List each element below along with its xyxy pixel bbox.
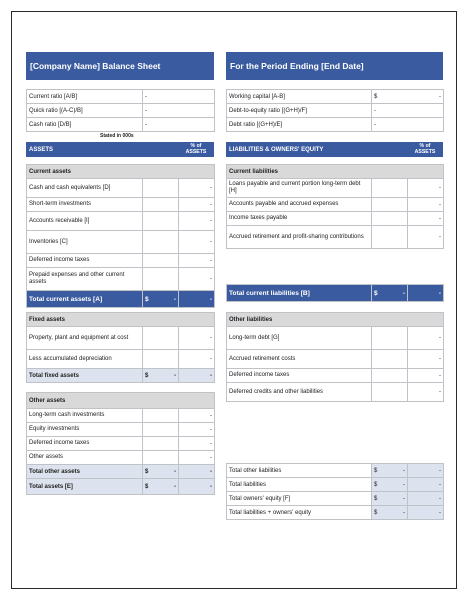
ratio-value[interactable]: - xyxy=(372,104,444,118)
amount-cell[interactable] xyxy=(143,423,179,437)
total-amount-cell[interactable] xyxy=(372,478,408,492)
period-title xyxy=(226,52,443,80)
row-value: - xyxy=(179,268,215,291)
current-assets-table xyxy=(26,164,215,308)
amount-cell[interactable] xyxy=(372,383,408,402)
ratio-label: Debt-to-equity ratio [(G+H)/F] xyxy=(227,104,372,118)
table-row xyxy=(227,464,444,478)
total-label: Total owners' equity [F] xyxy=(227,492,372,506)
row-label: Property, plant and equipment at cost xyxy=(27,327,143,350)
ratio-value: - xyxy=(439,93,441,100)
row-label: Inventories [C] xyxy=(27,231,143,254)
current-assets-title: Current assets xyxy=(27,165,215,179)
ratio-value[interactable]: - xyxy=(143,118,215,132)
row-value: - xyxy=(179,212,215,231)
row-label: Accrued retirement costs xyxy=(227,350,372,369)
total-current-assets-row xyxy=(27,291,215,308)
ratio-value[interactable]: - xyxy=(143,104,215,118)
balance-sheet-title-text: [Company Name] Balance Sheet xyxy=(30,61,161,71)
total-pct: - xyxy=(179,465,215,479)
total-label: Total liabilities xyxy=(227,478,372,492)
total-value: - xyxy=(174,468,176,475)
ratio-label: Current ratio [A/B] xyxy=(27,90,143,104)
ratio-value[interactable]: - xyxy=(372,118,444,132)
amount-cell[interactable] xyxy=(143,268,179,291)
section-title-row xyxy=(227,313,444,327)
liabilities-header-label: LIABILITIES & OWNERS' EQUITY xyxy=(229,146,324,153)
table-row xyxy=(227,369,444,383)
amount-cell[interactable] xyxy=(143,350,179,369)
fixed-assets-title: Fixed assets xyxy=(27,313,215,327)
table-row xyxy=(227,506,444,520)
section-title-row xyxy=(227,165,444,179)
table-row xyxy=(27,350,215,369)
stated-note: Stated in 000s xyxy=(100,133,134,139)
row-label: Deferred credits and other liabilities xyxy=(227,383,372,402)
dollar-sign: $ xyxy=(374,481,378,488)
table-row xyxy=(27,212,215,231)
table-row xyxy=(227,226,444,249)
row-label: Equity investments xyxy=(27,423,143,437)
total-amount-cell[interactable] xyxy=(143,479,179,495)
total-value: - xyxy=(174,372,176,379)
total-label: Total fixed assets xyxy=(27,369,143,383)
amount-cell[interactable] xyxy=(143,451,179,465)
section-title-row xyxy=(27,313,215,327)
row-value: - xyxy=(408,327,444,350)
total-pct: - xyxy=(408,506,444,520)
amount-cell[interactable] xyxy=(372,212,408,226)
dollar-sign: $ xyxy=(145,468,149,475)
table-row xyxy=(27,327,215,350)
section-title-row xyxy=(27,165,215,179)
total-pct: - xyxy=(408,464,444,478)
row-label: Other assets xyxy=(27,451,143,465)
total-current-liabilities-row xyxy=(227,285,444,302)
row-label: Accrued retirement and profit-sharing contributions xyxy=(227,226,372,249)
table-row xyxy=(227,350,444,369)
table-row xyxy=(227,327,444,350)
total-value: - xyxy=(403,467,405,474)
balance-sheet-title xyxy=(26,52,214,80)
total-label: Total current liabilities [B] xyxy=(227,285,372,302)
table-row xyxy=(27,423,215,437)
row-value: - xyxy=(179,409,215,423)
amount-cell[interactable] xyxy=(143,179,179,198)
row-label: Short-term investments xyxy=(27,198,143,212)
total-value: - xyxy=(403,495,405,502)
row-value: - xyxy=(179,437,215,451)
table-row xyxy=(227,212,444,226)
other-assets-table xyxy=(26,392,215,495)
row-value: - xyxy=(408,198,444,212)
total-pct: - xyxy=(179,291,215,308)
total-amount-cell[interactable] xyxy=(372,492,408,506)
row-label: Deferred income taxes xyxy=(227,369,372,383)
assets-pct-header: % of ASSETS xyxy=(185,143,207,155)
row-label: Accounts receivable [I] xyxy=(27,212,143,231)
amount-cell[interactable] xyxy=(372,327,408,350)
period-title-text: For the Period Ending [End Date] xyxy=(230,61,364,71)
total-other-assets-row xyxy=(27,465,215,479)
total-value: - xyxy=(403,481,405,488)
table-row xyxy=(27,409,215,423)
row-label: Loans payable and current portion long-term debt [H] xyxy=(227,179,372,198)
amount-cell[interactable] xyxy=(372,350,408,369)
row-value: - xyxy=(408,179,444,198)
ratio-value[interactable]: - xyxy=(143,90,215,104)
ratio-value-cell[interactable] xyxy=(372,90,444,104)
table-row xyxy=(27,268,215,291)
total-label: Total liabilities + owners' equity xyxy=(227,506,372,520)
ratio-row xyxy=(27,118,215,132)
row-value: - xyxy=(179,179,215,198)
total-value: - xyxy=(402,289,405,297)
ratio-label: Debt ratio [(G+H)/E] xyxy=(227,118,372,132)
total-pct: - xyxy=(408,285,444,302)
total-label: Total other assets xyxy=(27,465,143,479)
total-amount-cell[interactable] xyxy=(372,285,408,302)
total-amount-cell[interactable] xyxy=(143,291,179,308)
other-liabilities-table xyxy=(226,312,444,402)
row-label: Less accumulated depreciation xyxy=(27,350,143,369)
row-value: - xyxy=(408,383,444,402)
table-row xyxy=(27,231,215,254)
total-fixed-assets-row xyxy=(27,369,215,383)
table-row xyxy=(27,254,215,268)
liability-totals-table xyxy=(226,463,444,520)
row-value: - xyxy=(408,350,444,369)
amount-cell[interactable] xyxy=(372,198,408,212)
table-row xyxy=(227,492,444,506)
row-label: Cash and cash equivalents [D] xyxy=(27,179,143,198)
amount-cell[interactable] xyxy=(372,369,408,383)
amount-cell[interactable] xyxy=(143,231,179,254)
total-pct: - xyxy=(179,369,215,383)
ratios-right-table xyxy=(226,89,444,132)
total-current-liabilities-table xyxy=(226,284,444,302)
total-label: Total current assets [A] xyxy=(27,291,143,308)
table-row xyxy=(227,478,444,492)
dollar-sign: $ xyxy=(374,93,378,100)
ratio-row xyxy=(227,90,444,104)
amount-cell[interactable] xyxy=(143,327,179,350)
ratios-left-table xyxy=(26,89,215,132)
ratio-row xyxy=(227,104,444,118)
row-label: Accounts payable and accrued expenses xyxy=(227,198,372,212)
amount-cell[interactable] xyxy=(143,254,179,268)
total-value: - xyxy=(173,295,176,303)
total-pct: - xyxy=(179,479,215,495)
total-value: - xyxy=(174,483,176,490)
table-row xyxy=(227,383,444,402)
row-value: - xyxy=(408,212,444,226)
row-value: - xyxy=(408,369,444,383)
total-amount-cell[interactable] xyxy=(143,369,179,383)
row-value: - xyxy=(179,451,215,465)
row-label: Deferred income taxes xyxy=(27,437,143,451)
amount-cell[interactable] xyxy=(143,212,179,231)
total-amount-cell[interactable] xyxy=(143,465,179,479)
amount-cell[interactable] xyxy=(143,198,179,212)
ratio-label: Working capital [A-B] xyxy=(227,90,372,104)
assets-header xyxy=(26,142,214,157)
table-row xyxy=(27,437,215,451)
row-value: - xyxy=(179,423,215,437)
total-amount-cell[interactable] xyxy=(372,464,408,478)
ratio-row xyxy=(27,104,215,118)
table-row xyxy=(27,198,215,212)
assets-header-label: ASSETS xyxy=(29,146,54,153)
ratio-label: Cash ratio [D/B] xyxy=(27,118,143,132)
dollar-sign: $ xyxy=(145,295,149,303)
row-value: - xyxy=(179,231,215,254)
ratio-row xyxy=(227,118,444,132)
current-liabilities-table xyxy=(226,164,444,249)
other-assets-title: Other assets xyxy=(27,393,215,409)
liabilities-header xyxy=(226,142,443,157)
total-label: Total assets [E] xyxy=(27,479,143,495)
amount-cell[interactable] xyxy=(372,179,408,198)
liabilities-pct-header: % of ASSETS xyxy=(414,143,436,155)
row-value: - xyxy=(179,327,215,350)
row-label: Long-term debt [G] xyxy=(227,327,372,350)
total-value: - xyxy=(403,509,405,516)
total-label: Total other liabilities xyxy=(227,464,372,478)
dollar-sign: $ xyxy=(145,483,149,490)
row-label: Deferred income taxes xyxy=(27,254,143,268)
dollar-sign: $ xyxy=(374,467,378,474)
row-label: Prepaid expenses and other current assets xyxy=(27,268,143,291)
fixed-assets-table xyxy=(26,312,215,383)
total-amount-cell[interactable] xyxy=(372,506,408,520)
table-row xyxy=(27,451,215,465)
row-value: - xyxy=(408,226,444,249)
other-liabilities-title: Other liabilities xyxy=(227,313,444,327)
total-pct: - xyxy=(408,478,444,492)
total-pct: - xyxy=(408,492,444,506)
dollar-sign: $ xyxy=(374,495,378,502)
ratio-row xyxy=(27,90,215,104)
amount-cell[interactable] xyxy=(372,226,408,249)
dollar-sign: $ xyxy=(145,372,149,379)
row-label: Income taxes payable xyxy=(227,212,372,226)
row-value: - xyxy=(179,254,215,268)
table-row xyxy=(227,198,444,212)
amount-cell[interactable] xyxy=(143,437,179,451)
total-assets-row xyxy=(27,479,215,495)
table-row xyxy=(27,179,215,198)
dollar-sign: $ xyxy=(374,509,378,516)
ratio-label: Quick ratio [(A-C)/B] xyxy=(27,104,143,118)
section-title-row xyxy=(27,393,215,409)
row-value: - xyxy=(179,198,215,212)
amount-cell[interactable] xyxy=(143,409,179,423)
row-label: Long-term cash investments xyxy=(27,409,143,423)
current-liabilities-title: Current liabilities xyxy=(227,165,444,179)
table-row xyxy=(227,179,444,198)
dollar-sign: $ xyxy=(374,289,378,297)
row-value: - xyxy=(179,350,215,369)
